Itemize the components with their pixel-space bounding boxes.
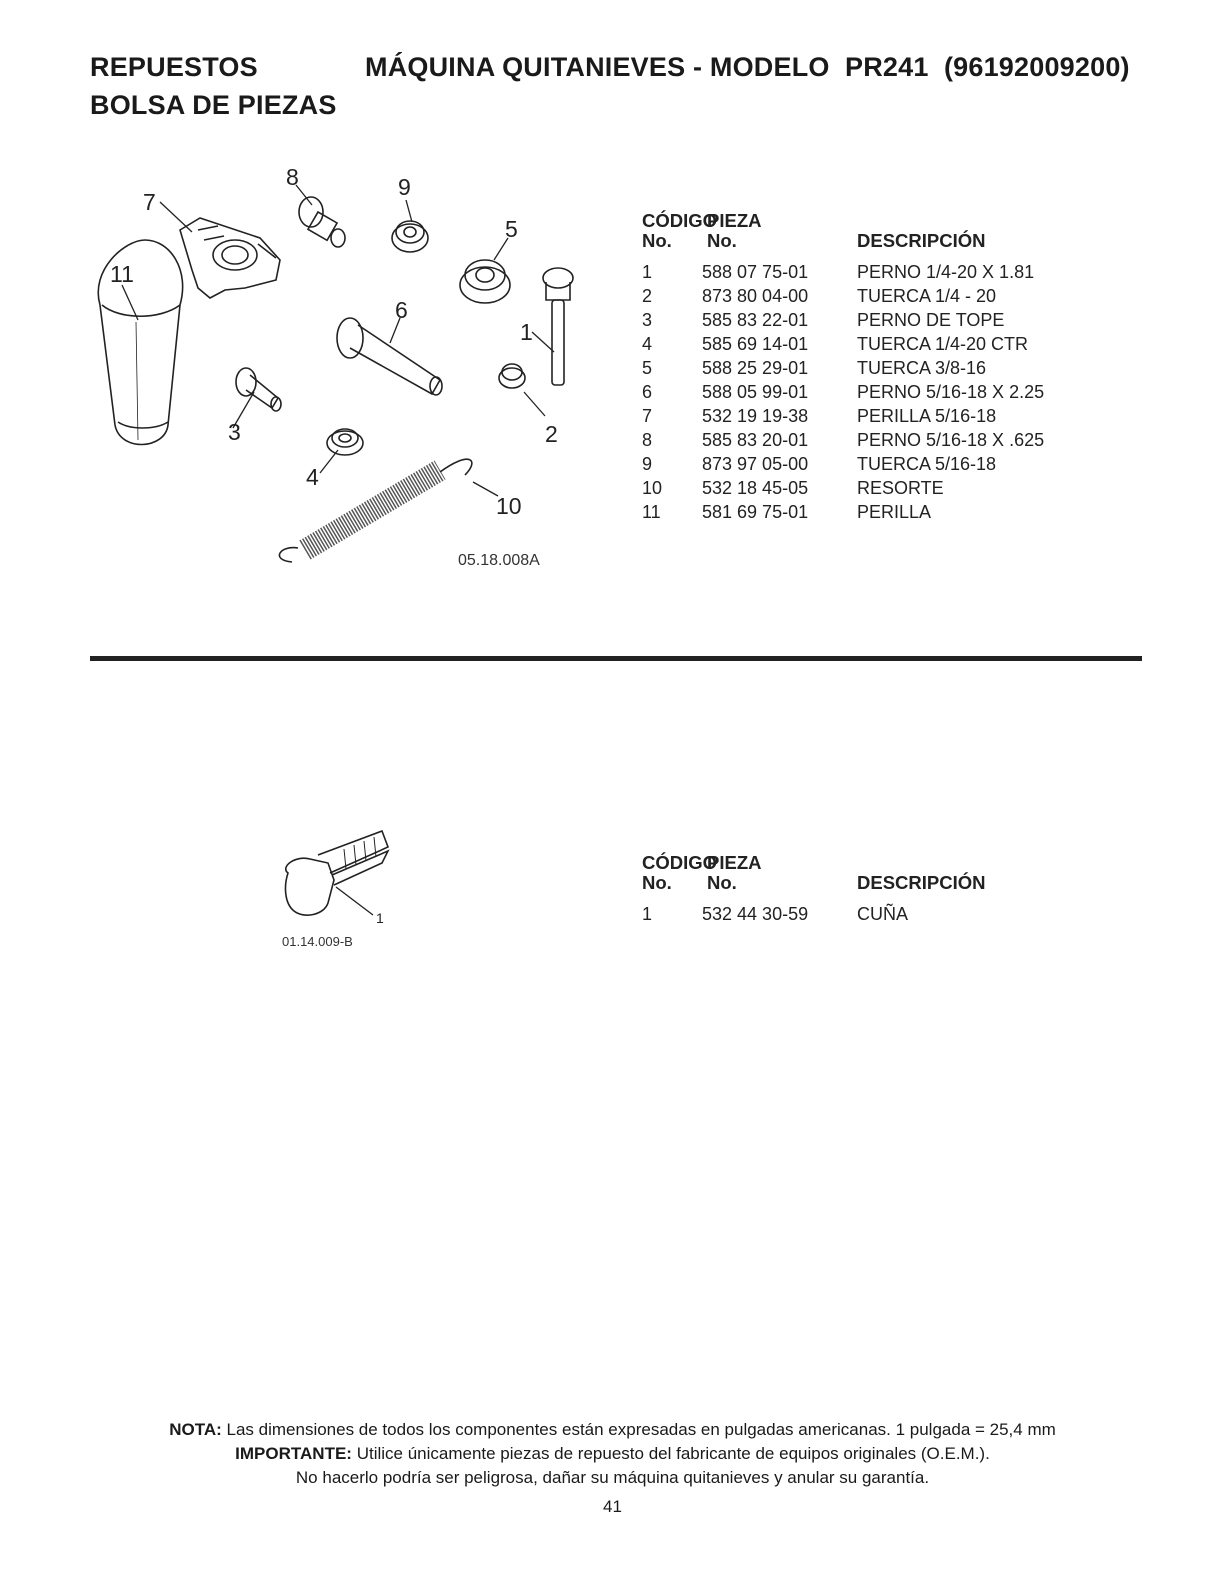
importante-label: IMPORTANTE:: [235, 1444, 352, 1463]
row-description: PERNO 5/16-18 X .625: [857, 430, 1045, 450]
callout-11: 11: [110, 261, 134, 287]
row-part-number: 588 25 29-01: [702, 358, 809, 378]
parts-bag-svg: [80, 160, 600, 600]
callout-10: 10: [496, 493, 522, 519]
callout-2: 2: [545, 421, 558, 447]
row-description: TUERCA 5/16-18: [857, 454, 997, 474]
parts-bag-diagram: [80, 160, 600, 600]
row-part-number: 581 69 75-01: [702, 502, 809, 522]
callout-8: 8: [286, 164, 299, 190]
row-key: 4: [642, 334, 653, 354]
row-description: RESORTE: [857, 478, 944, 498]
callout-1: 1: [520, 319, 533, 345]
row-key: 11: [642, 502, 661, 522]
row-key: 6: [642, 382, 653, 402]
row-key: 2: [642, 286, 653, 306]
table1-header-no-2: No.: [707, 230, 737, 251]
diagram1-code: 05.18.008A: [458, 552, 540, 569]
header-right-title: MÁQUINA QUITANIEVES - MODELO PR241 (96192009200): [365, 52, 1130, 82]
diagram2-code: 01.14.009-B: [282, 934, 353, 949]
row-description: CUÑA: [857, 904, 909, 924]
callout-6: 6: [395, 297, 408, 323]
nut-5-icon: [460, 260, 510, 303]
row-description: TUERCA 1/4-20 CTR: [857, 334, 1029, 354]
row-part-number: 873 97 05-00: [702, 454, 809, 474]
nut-9-icon: [392, 221, 428, 252]
row-part-number: 585 83 22-01: [702, 310, 809, 330]
footer-warning: No hacerlo podría ser peligrosa, dañar su máquina quitanieves y anular su garantía.: [295, 1468, 930, 1487]
bolt-8-icon: [299, 197, 345, 247]
parts-table-2: [642, 852, 1092, 932]
row-description: PERILLA 5/16-18: [857, 406, 997, 426]
table1-header-descripcion: DESCRIPCIÓN: [857, 230, 986, 251]
row-description: TUERCA 3/8-16: [857, 358, 987, 378]
section-title: BOLSA DE PIEZAS: [90, 90, 337, 120]
callout-7: 7: [143, 189, 156, 215]
table2-header-descripcion: DESCRIPCIÓN: [857, 872, 986, 893]
table2-header-no-2: No.: [707, 872, 737, 893]
row-key: 7: [642, 406, 653, 426]
knob-7-icon: [180, 218, 280, 298]
wedge-callout-1: 1: [376, 910, 384, 926]
row-description: PERNO 1/4-20 X 1.81: [857, 262, 1035, 282]
row-part-number: 532 18 45-05: [702, 478, 809, 498]
row-description: PERILLA: [857, 502, 932, 522]
section-divider: [90, 656, 1142, 661]
table2-header-no-1: No.: [642, 872, 672, 893]
table2-header-pieza: PIEZA: [707, 852, 762, 873]
row-key: 9: [642, 454, 653, 474]
nut-4-icon: [327, 429, 363, 455]
nota-label: NOTA:: [169, 1420, 222, 1439]
row-key: 1: [642, 904, 653, 924]
row-description: PERNO DE TOPE: [857, 310, 1005, 330]
wedge-1-icon: [286, 831, 388, 915]
row-key: 3: [642, 310, 653, 330]
callout-4: 4: [306, 464, 319, 490]
wedge-diagram: [270, 825, 420, 955]
row-part-number: 873 80 04-00: [702, 286, 809, 306]
wedge-svg: [270, 825, 420, 955]
row-part-number: 588 07 75-01: [702, 262, 809, 282]
page-number: 41: [603, 1497, 622, 1516]
footer-note: [0, 1420, 1225, 1440]
table1-header-pieza: PIEZA: [707, 210, 762, 231]
row-part-number: 532 44 30-59: [702, 904, 809, 924]
row-description: PERNO 5/16-18 X 2.25: [857, 382, 1045, 402]
parts-table-1: [642, 210, 1092, 530]
row-description: TUERCA 1/4 - 20: [857, 286, 997, 306]
nota-text: Las dimensiones de todos los componentes están expresadas en pulgadas americanas. 1 pulgada = 25,4 mm: [221, 1420, 1056, 1439]
row-key: 1: [642, 262, 653, 282]
table1-header-no-1: No.: [642, 230, 672, 251]
row-key: 5: [642, 358, 653, 378]
callout-5: 5: [505, 216, 518, 242]
bolt-6-icon: [337, 318, 442, 395]
row-part-number: 585 83 20-01: [702, 430, 809, 450]
table1-header-codigo: CÓDIGO: [642, 210, 718, 231]
table2-header-codigo: CÓDIGO: [642, 852, 718, 873]
callout-3: 3: [228, 419, 241, 445]
bolt-3-icon: [236, 368, 281, 411]
nut-2-icon: [499, 364, 525, 388]
row-part-number: 585 69 14-01: [702, 334, 809, 354]
footer-importante: [0, 1444, 1225, 1464]
bolt-1-icon: [543, 268, 573, 385]
importante-text: Utilice únicamente piezas de repuesto del fabricante de equipos originales (O.E.M.).: [351, 1444, 990, 1463]
header-left-title: REPUESTOS: [90, 52, 258, 82]
row-part-number: 588 05 99-01: [702, 382, 809, 402]
row-key: 8: [642, 430, 653, 450]
row-key: 10: [642, 478, 663, 498]
callout-9: 9: [398, 174, 411, 200]
row-part-number: 532 19 19-38: [702, 406, 809, 426]
